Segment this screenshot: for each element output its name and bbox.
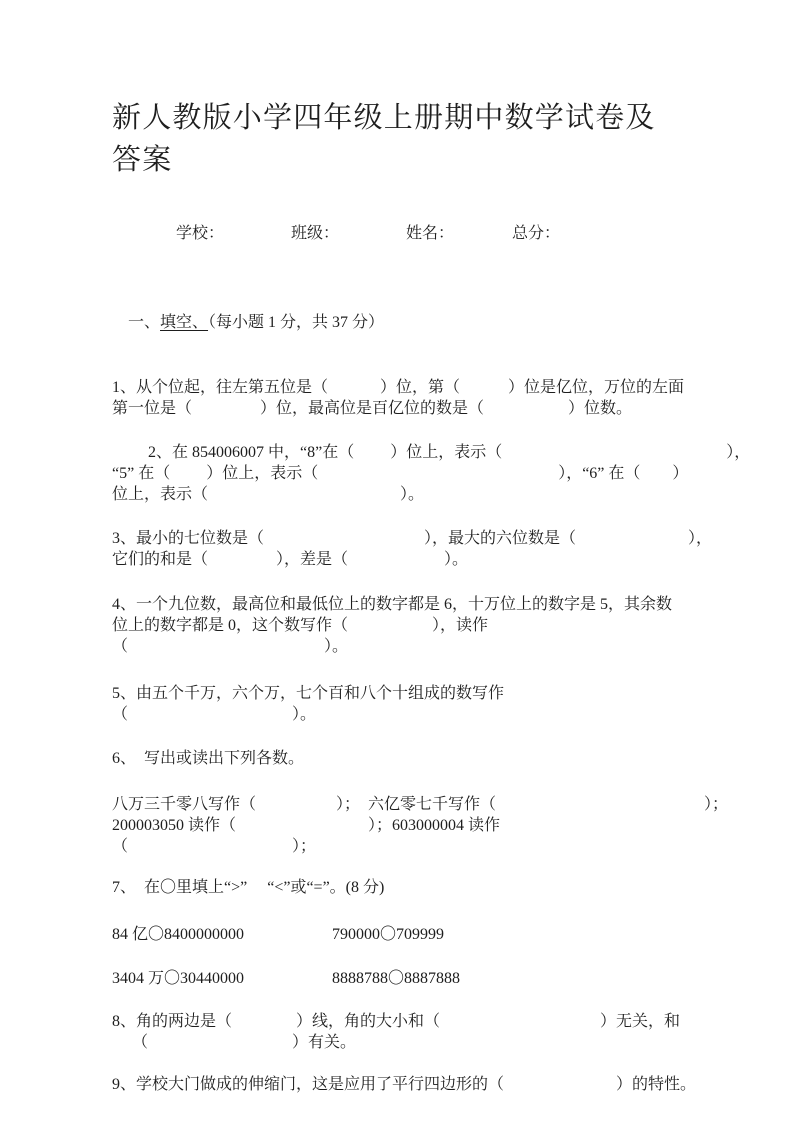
question-4: [112, 594, 793, 657]
document-title: [112, 97, 793, 181]
question-5: [112, 683, 793, 725]
question-3-line-2: 它们的和是（ ），差是（ ）。: [112, 551, 469, 568]
question-5-line-1: 5、由五个千万，六个万，七个百和八个十组成的数写作: [112, 685, 505, 702]
compare-item-left: 3404 万〇30440000: [112, 970, 245, 987]
compare-item-right: 790000〇709999: [332, 926, 445, 943]
question-8-line-1: 8、角的两边是（ ）线，角的大小和（ ）无关，和: [112, 1013, 681, 1030]
section-title-underlined: 填空、: [160, 314, 209, 331]
question-6-heading: [112, 748, 793, 769]
title-line-2: 答案: [112, 144, 173, 176]
section-heading: [112, 291, 793, 354]
question-2: [112, 442, 793, 505]
question-4-line-3: （ ）。: [112, 638, 349, 655]
question-6-line-2: 200003050 读作（ ）；603000004 读作: [112, 817, 501, 834]
info-field-score: 总分：: [512, 225, 561, 242]
question-6-line-1: 八万三千零八写作（ ）； 六亿零七千写作（ ）；: [112, 796, 729, 813]
question-9-line-1: 9、学校大门做成的伸缩门，这是应用了平行四边形的（ ）的特性。: [112, 1076, 697, 1093]
question-3-line-1: 3、最小的七位数是（ ），最大的六位数是（ ），: [112, 530, 713, 547]
question-4-line-2: 位上的数字都是 0，这个数写作（ ），读作: [112, 617, 489, 634]
info-field-name: 姓名：: [406, 225, 455, 242]
question-7-heading-line: 7、 在〇里填上“>” “<”或“=”。(8 分): [112, 879, 385, 896]
question-7-heading: [112, 877, 793, 898]
title-line-1: 新人教版小学四年级上册期中数学试卷及: [112, 102, 656, 134]
question-5-line-2: （ ）。: [112, 706, 317, 723]
compare-item-right: 8888788〇8887888: [332, 970, 461, 987]
section-number: 一、: [128, 314, 161, 331]
question-7-compare-row-1: [112, 924, 793, 945]
compare-item-left: 84 亿〇8400000000: [112, 926, 245, 943]
question-2-line-3: 位上，表示（ ）。: [112, 486, 425, 503]
question-8: [112, 1011, 793, 1053]
question-1-line-1: 1、从个位起，往左第五位是（ ）位，第（ ）位是亿位，万位的左面: [112, 379, 685, 396]
info-field-school: 学校：: [176, 225, 225, 242]
question-9: [112, 1074, 793, 1095]
info-field-class: 班级：: [291, 225, 340, 242]
question-8-line-2: （ ）有关。: [112, 1034, 357, 1051]
question-1-line-2: 第一位是（ ）位，最高位是百亿位的数是（ ）位数。: [112, 400, 633, 417]
section-score-note: （每小题 1 分，共 37 分）: [208, 314, 385, 331]
student-info-row: [112, 202, 793, 265]
question-7-compare-row-2: [112, 968, 793, 989]
question-6-line-3: （ ）；: [112, 838, 317, 855]
question-2-line-1: 2、在 854006007 中，“8”在（ ）位上，表示（ ），: [112, 444, 751, 461]
question-2-line-2: “5” 在（ ）位上，表示（ ），“6” 在（ ）: [112, 465, 689, 482]
question-6-body: [112, 794, 793, 857]
question-4-line-1: 4、一个九位数，最高位和最低位上的数字都是 6，十万位上的数字是 5，其余数: [112, 596, 673, 613]
question-1: [112, 377, 793, 419]
question-6-heading-line: 6、 写出或读出下列各数。: [112, 750, 305, 767]
question-3: [112, 528, 793, 570]
